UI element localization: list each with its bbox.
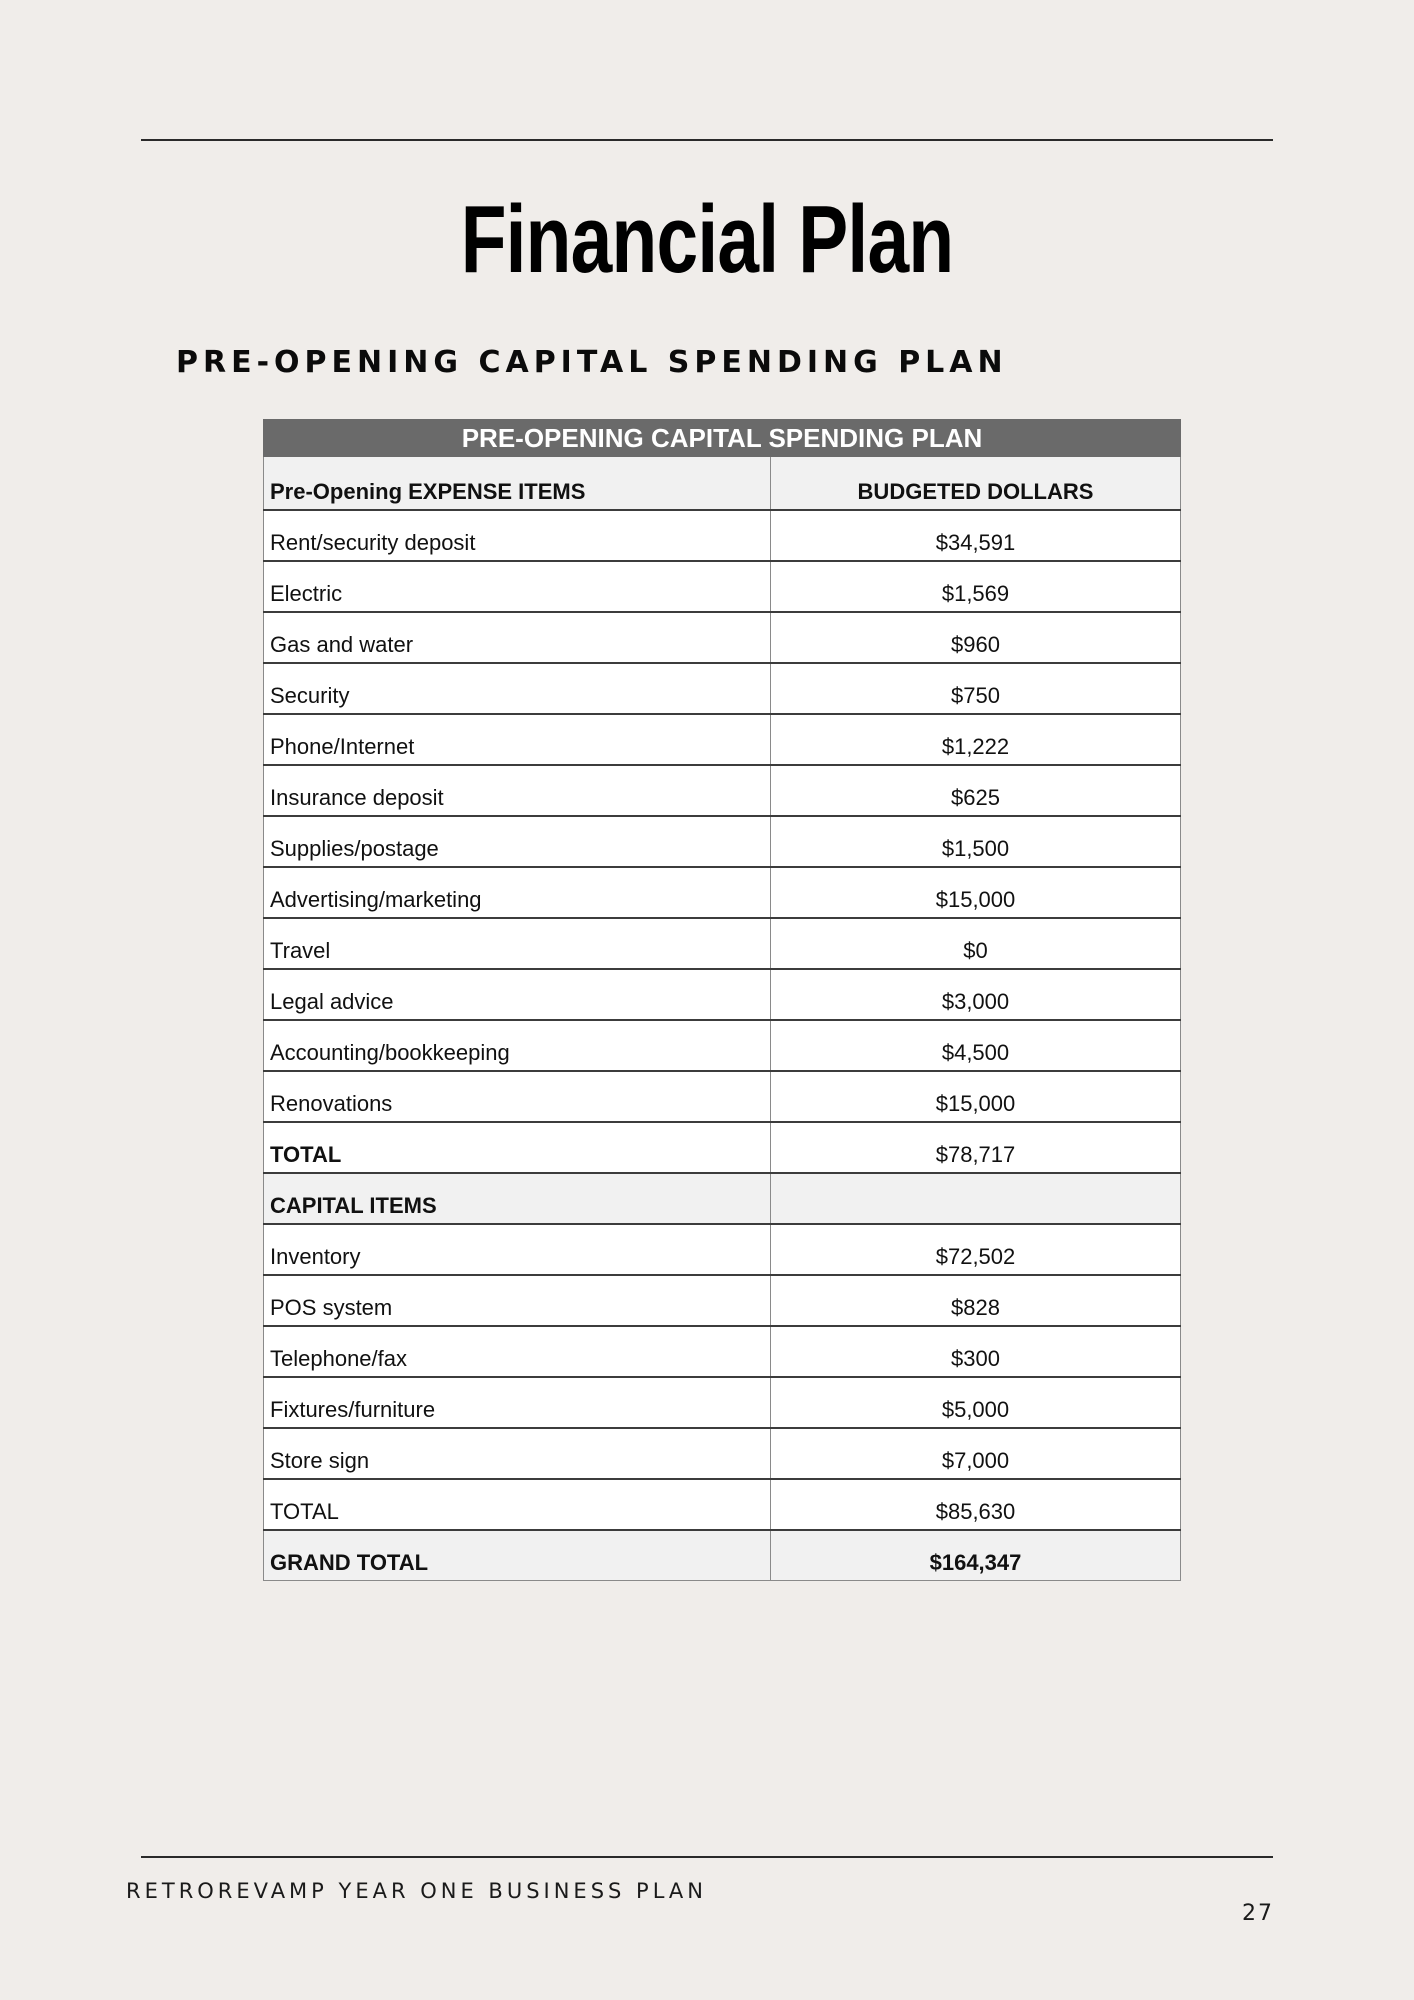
row-amount: [771, 1173, 1181, 1224]
table-row: [264, 969, 1181, 1020]
page-number: 27: [1242, 1901, 1274, 1926]
table-row: [264, 1530, 1181, 1581]
column-header-budget: BUDGETED DOLLARS: [771, 457, 1181, 510]
row-amount: $7,000: [771, 1428, 1181, 1479]
table-row: [264, 1479, 1181, 1530]
table-row: [264, 1275, 1181, 1326]
table-row: [264, 1071, 1181, 1122]
table-row: [264, 1122, 1181, 1173]
row-amount: $828: [771, 1275, 1181, 1326]
column-header-row: [264, 457, 1181, 510]
row-amount: $1,500: [771, 816, 1181, 867]
row-amount: $5,000: [771, 1377, 1181, 1428]
row-label: GRAND TOTAL: [264, 1530, 771, 1581]
row-label: Supplies/postage: [264, 816, 771, 867]
row-label: Security: [264, 663, 771, 714]
row-amount: $1,222: [771, 714, 1181, 765]
top-divider: [141, 139, 1273, 141]
row-amount: $300: [771, 1326, 1181, 1377]
capital-spending-table: [263, 419, 1181, 1581]
footer-document-title: RETROREVAMP YEAR ONE BUSINESS PLAN: [126, 1879, 707, 1903]
row-amount: $34,591: [771, 510, 1181, 561]
row-label: Fixtures/furniture: [264, 1377, 771, 1428]
row-label: Telephone/fax: [264, 1326, 771, 1377]
row-amount: $78,717: [771, 1122, 1181, 1173]
table-row: [264, 1377, 1181, 1428]
row-label: Insurance deposit: [264, 765, 771, 816]
row-amount: $15,000: [771, 867, 1181, 918]
row-label: Travel: [264, 918, 771, 969]
row-amount: $625: [771, 765, 1181, 816]
bottom-divider: [141, 1856, 1273, 1858]
table-row: [264, 1020, 1181, 1071]
row-label: Phone/Internet: [264, 714, 771, 765]
row-label: Rent/security deposit: [264, 510, 771, 561]
row-label: Electric: [264, 561, 771, 612]
row-amount: $1,569: [771, 561, 1181, 612]
row-amount: $0: [771, 918, 1181, 969]
row-amount: $3,000: [771, 969, 1181, 1020]
table-row: [264, 1326, 1181, 1377]
row-amount: $164,347: [771, 1530, 1181, 1581]
table-row: [264, 1224, 1181, 1275]
row-amount: $85,630: [771, 1479, 1181, 1530]
row-label: Inventory: [264, 1224, 771, 1275]
table-row: [264, 816, 1181, 867]
table-row: [264, 714, 1181, 765]
table-row: [264, 918, 1181, 969]
table-body: [264, 457, 1181, 1581]
row-label: TOTAL: [264, 1479, 771, 1530]
table-row: [264, 1428, 1181, 1479]
row-label: POS system: [264, 1275, 771, 1326]
table-row: [264, 765, 1181, 816]
table-row: [264, 867, 1181, 918]
column-header-items: Pre-Opening EXPENSE ITEMS: [264, 457, 771, 510]
table-row: [264, 510, 1181, 561]
table-banner: PRE-OPENING CAPITAL SPENDING PLAN: [264, 420, 1181, 457]
row-label: Gas and water: [264, 612, 771, 663]
table-row: [264, 612, 1181, 663]
row-label: Advertising/marketing: [264, 867, 771, 918]
row-amount: $750: [771, 663, 1181, 714]
page-title: Financial Plan: [460, 186, 954, 293]
row-amount: $960: [771, 612, 1181, 663]
row-label: Accounting/bookkeeping: [264, 1020, 771, 1071]
section-heading: PRE-OPENING CAPITAL SPENDING PLAN: [176, 345, 1008, 380]
row-amount: $72,502: [771, 1224, 1181, 1275]
row-amount: $15,000: [771, 1071, 1181, 1122]
row-label: TOTAL: [264, 1122, 771, 1173]
row-label: Renovations: [264, 1071, 771, 1122]
table-row: [264, 561, 1181, 612]
row-label: Legal advice: [264, 969, 771, 1020]
row-label: CAPITAL ITEMS: [264, 1173, 771, 1224]
table-row: [264, 663, 1181, 714]
table-row: [264, 1173, 1181, 1224]
row-amount: $4,500: [771, 1020, 1181, 1071]
row-label: Store sign: [264, 1428, 771, 1479]
